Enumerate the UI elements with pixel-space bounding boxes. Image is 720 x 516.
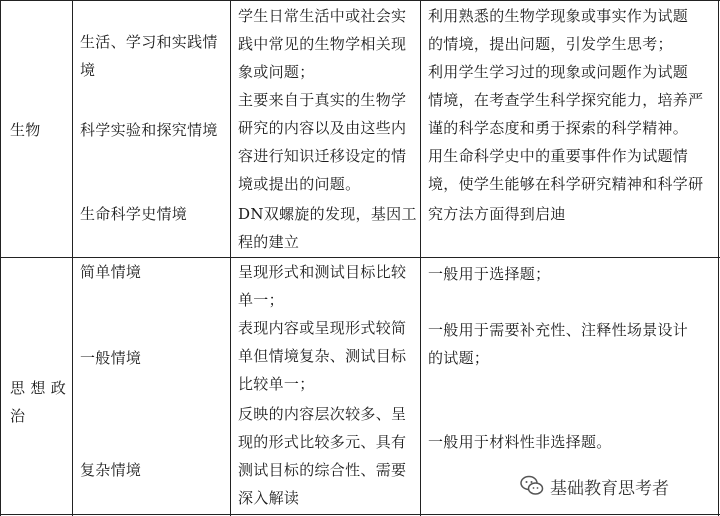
- context-cell: 简单情境: [80, 263, 142, 281]
- usage-line: 利用熟悉的生物学现象或事实作为试题: [428, 7, 689, 25]
- table-border-left: [0, 0, 1, 516]
- usage-line: 的试题；: [428, 349, 490, 367]
- description-line: 容进行知识迁移设定的情: [238, 147, 407, 165]
- usage-line: 情境，在考查学生科学探究能力，培养严: [428, 91, 704, 109]
- col-divider-1: [72, 0, 73, 516]
- col-divider-2: [230, 0, 231, 516]
- description-line: 主要来自于真实的生物学: [238, 91, 407, 109]
- subject-cell: 思 想 政: [10, 379, 67, 397]
- description-line: 象或问题；: [238, 63, 315, 81]
- usage-line: 一般用于材料性非选择题。: [428, 433, 612, 451]
- context-cell: 生活、学习和实践情: [80, 33, 218, 51]
- description-line: 践中常见的生物学相关现: [238, 35, 407, 53]
- description-line: 表现内容或呈现形式较简: [238, 319, 407, 337]
- context-cell: 复杂情境: [80, 461, 142, 479]
- subject-cell: 治: [10, 407, 26, 425]
- usage-line: 一般用于需要补充性、注释性场景设计: [428, 321, 689, 339]
- description-line: 测试目标的综合性、需要: [238, 461, 407, 479]
- usage-line: 究方法方面得到启迪: [428, 205, 566, 223]
- description-line: 深入解读: [238, 489, 300, 507]
- usage-line: 用生命科学史中的重要事件作为试题情: [428, 147, 689, 165]
- description-line: 学生日常生活中或社会实: [238, 7, 407, 25]
- description-line: 境或提出的问题。: [238, 175, 361, 193]
- context-cell: 一般情境: [80, 349, 142, 367]
- context-cell: 境: [80, 61, 96, 79]
- watermark-text: 基础教育思考者: [550, 478, 669, 499]
- usage-line: 的情境，提出问题，引发学生思考；: [428, 35, 673, 53]
- description-line: 现的形式比较多元、具有: [238, 433, 407, 451]
- usage-line: 谨的科学态度和勇于探索的科学精神。: [428, 119, 689, 137]
- usage-line: 一般用于选择题；: [428, 265, 551, 283]
- description-line: DN双螺旋的发现，基因工: [238, 205, 417, 223]
- description-line: 呈现形式和测试目标比较: [238, 263, 407, 281]
- context-cell: 生命科学史情境: [80, 205, 188, 223]
- description-line: 比较单一；: [238, 375, 315, 393]
- usage-line: 利用学生学习过的现象或问题作为试题: [428, 63, 689, 81]
- watermark: [520, 470, 716, 502]
- table-border-bottom: [0, 514, 720, 515]
- wechat-icon: [520, 475, 544, 497]
- description-line: 单但情境复杂、测试目标: [238, 347, 407, 365]
- description-line: 反映的内容层次较多、呈: [238, 405, 407, 423]
- description-line: 程的建立: [238, 233, 300, 251]
- col-divider-3: [420, 0, 421, 516]
- description-line: 单一；: [238, 291, 284, 309]
- table-border-top: [0, 0, 720, 1]
- description-line: 研究的内容以及由这些内: [238, 119, 407, 137]
- row-divider: [0, 257, 720, 258]
- subject-cell: 生物: [10, 121, 41, 139]
- table-border-right: [718, 0, 719, 516]
- usage-line: 境，使学生能够在科学研究精神和科学研: [428, 175, 704, 193]
- context-cell: 科学实验和探究情境: [80, 121, 218, 139]
